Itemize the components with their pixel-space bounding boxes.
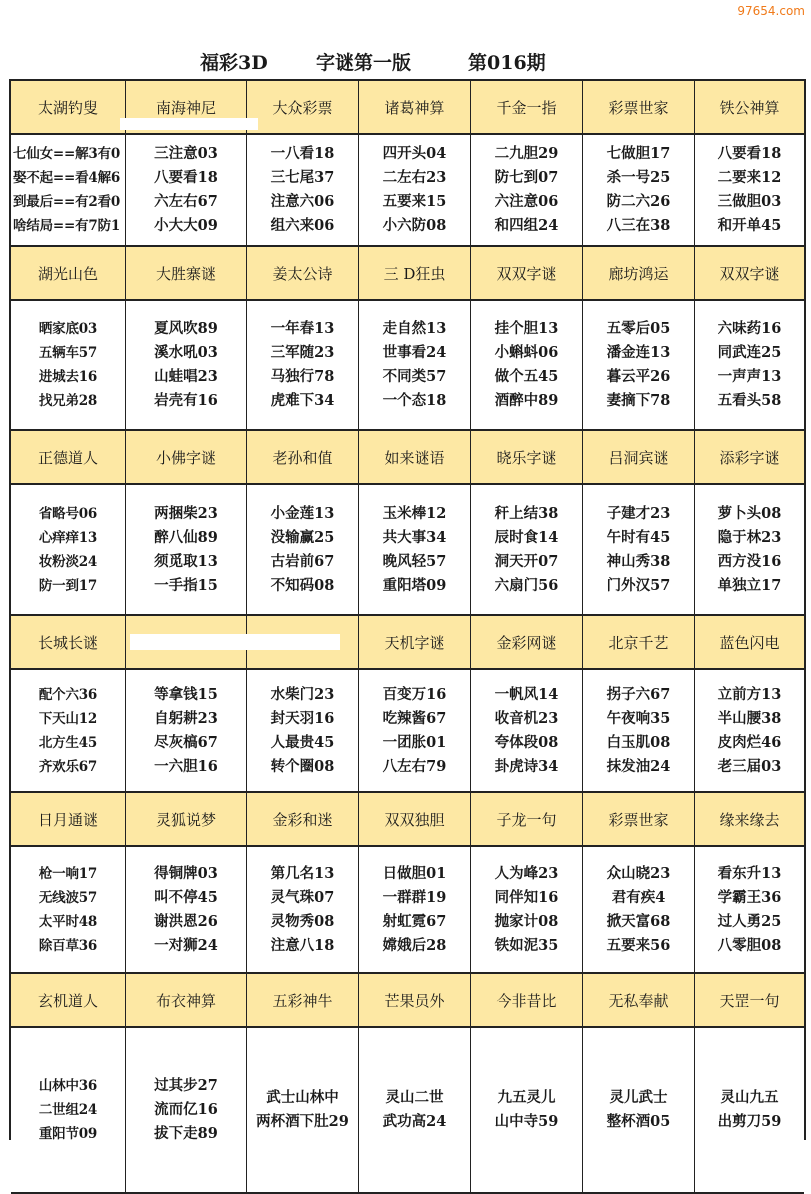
riddle-cell	[471, 301, 583, 429]
riddle-line: 山中寺59	[494, 1113, 559, 1130]
riddle-line: 一声声13	[717, 368, 782, 385]
riddle-line: 两杯酒下肚29	[256, 1113, 349, 1130]
riddle-line: 灵山二世	[385, 1089, 444, 1106]
page-title	[0, 48, 811, 76]
riddle-line: 日做胆01	[382, 864, 447, 882]
riddle-cell	[126, 670, 247, 791]
riddle-line: 学霸王36	[717, 888, 782, 906]
header-row	[11, 793, 804, 847]
header-row	[11, 247, 804, 301]
column-header: 大胜寨谜	[126, 247, 247, 299]
riddle-cell	[359, 847, 471, 972]
riddle-line: 没输赢25	[270, 528, 335, 546]
riddle-cell	[11, 135, 126, 245]
column-header: 蓝色闪电	[719, 633, 780, 652]
riddle-cell	[126, 1028, 247, 1192]
riddle-line: 溪水吼03	[154, 344, 218, 361]
riddle-cell	[359, 135, 471, 245]
riddle-line: 门外汉57	[606, 576, 671, 594]
riddle-line: 枪一响17	[38, 865, 98, 882]
column-header: 玄机道人	[11, 974, 126, 1026]
riddle-line: 夏风吹89	[154, 320, 218, 337]
riddle-line: 整杯酒05	[606, 1113, 671, 1130]
riddle-line: 武士山林中	[266, 1089, 339, 1106]
riddle-line: 组六来06	[270, 217, 335, 234]
riddle-line: 杀一号25	[606, 169, 671, 186]
riddle-line: 八零胆08	[717, 936, 782, 954]
riddle-line: 暮云平26	[606, 368, 671, 385]
riddle-line: 三做胆03	[717, 193, 782, 210]
riddle-cell	[247, 135, 359, 245]
riddle-line: 一六胆16	[154, 757, 218, 775]
riddle-line: 九五灵儿	[497, 1089, 556, 1106]
column-header: 正德道人	[11, 431, 126, 483]
riddle-line: 不知码08	[270, 576, 335, 594]
riddle-line: 过人勇25	[717, 912, 782, 930]
riddle-cell	[695, 485, 804, 614]
body-row	[11, 1028, 804, 1194]
riddle-line: 萝卜头08	[717, 504, 782, 522]
riddle-line: 叫不停45	[154, 888, 218, 906]
riddle-cell	[11, 1028, 126, 1192]
column-header: 金彩网谜	[471, 616, 583, 668]
column-header: 北京千艺	[583, 616, 695, 668]
column-header: 彩票世家	[583, 81, 695, 133]
title-issue: 第016期	[468, 52, 546, 74]
column-header: 日月通谜	[11, 793, 126, 845]
riddle-line: 五要来56	[606, 936, 671, 954]
riddle-line: 得铜牌03	[154, 864, 218, 882]
riddle-cell	[247, 847, 359, 972]
riddle-line: 卦虎诗34	[494, 757, 559, 775]
riddle-cell	[583, 1028, 695, 1192]
column-header: 三 D狂虫	[359, 247, 471, 299]
riddle-line: 三注意03	[154, 145, 218, 162]
riddle-line: 北方生45	[38, 734, 98, 751]
column-header: 天机字谜	[359, 616, 471, 668]
riddle-cell	[126, 135, 247, 245]
body-row	[11, 135, 804, 247]
riddle-line: 人最贵45	[270, 733, 335, 751]
riddle-line: 六味药16	[717, 320, 782, 337]
riddle-cell	[126, 301, 247, 429]
riddle-line: 流而亿16	[154, 1101, 218, 1118]
riddle-cell	[247, 670, 359, 791]
riddle-line: 三军随23	[270, 344, 335, 361]
riddle-line: 防七到07	[494, 169, 559, 186]
riddle-line: 六注意06	[494, 193, 559, 210]
riddle-line: 一手指15	[154, 576, 218, 594]
column-header: 今非昔比	[471, 974, 583, 1026]
column-header: 缘来缘去	[719, 810, 780, 829]
riddle-line: 太平时48	[38, 913, 98, 930]
riddle-line: 众山晓23	[606, 864, 671, 882]
riddle-line: 虎难下34	[270, 392, 335, 409]
column-header: 诸葛神算	[359, 81, 471, 133]
riddle-line: 等拿钱15	[154, 685, 218, 703]
riddle-line: 八要看18	[717, 145, 782, 162]
redaction-mask	[120, 118, 258, 130]
riddle-cell	[247, 1028, 359, 1192]
column-header: 湖光山色	[11, 247, 126, 299]
riddle-cell	[583, 847, 695, 972]
riddle-line: 老三届03	[717, 757, 782, 775]
riddle-line: 隐于林23	[717, 528, 782, 546]
riddle-line: 二左右23	[382, 169, 447, 186]
riddle-line: 娶不起==看4解6	[13, 170, 121, 186]
riddle-line: 夸体段08	[494, 733, 559, 751]
riddle-line: 共大事34	[382, 528, 447, 546]
riddle-line: 六左右67	[154, 193, 218, 210]
riddle-line: 三七尾37	[270, 169, 335, 186]
riddle-line: 吃辣酱67	[382, 709, 447, 727]
riddle-cell	[126, 847, 247, 972]
column-header: 芒果员外	[359, 974, 471, 1026]
riddle-line: 单独立17	[717, 576, 782, 594]
riddle-line: 晚风轻57	[382, 552, 447, 570]
riddle-line: 一年春13	[270, 320, 335, 337]
riddle-cell	[583, 301, 695, 429]
riddle-line: 不同类57	[382, 368, 447, 385]
column-header: 吕洞宾谜	[583, 431, 695, 483]
riddle-cell	[11, 485, 126, 614]
riddle-line: 和开单45	[717, 217, 782, 234]
body-row	[11, 301, 804, 431]
riddle-line: 出剪刀59	[717, 1113, 782, 1130]
riddle-line: 妆粉淡24	[38, 553, 98, 570]
column-header: 老孙和值	[247, 431, 359, 483]
riddle-line: 灵物秀08	[270, 912, 335, 930]
riddle-line: 射虹霓67	[382, 912, 447, 930]
riddle-line: 重阳塔09	[382, 576, 447, 594]
riddle-line: 防二六26	[606, 193, 671, 210]
riddle-line: 八要看18	[154, 169, 218, 186]
riddle-line: 岩壳有16	[154, 392, 218, 409]
riddle-line: 一群群19	[382, 888, 447, 906]
riddle-line: 灵气珠07	[270, 888, 335, 906]
riddle-line: 铁如泥35	[494, 936, 559, 954]
riddle-cell	[11, 847, 126, 972]
riddle-line: 二世组24	[38, 1102, 98, 1118]
riddle-line: 看东升13	[717, 864, 782, 882]
riddle-cell	[359, 301, 471, 429]
riddle-line: 马独行78	[270, 368, 335, 385]
riddle-line: 午夜响35	[606, 709, 671, 727]
column-header: 铁公神算	[719, 98, 780, 117]
column-header: 南海神尼	[126, 81, 247, 133]
riddle-line: 封天羽16	[270, 709, 335, 727]
column-header: 布衣神算	[126, 974, 247, 1026]
riddle-cell	[583, 485, 695, 614]
riddle-line: 西方没16	[717, 552, 782, 570]
column-header: 姜太公诗	[247, 247, 359, 299]
site-watermark: 97654.com	[737, 4, 805, 18]
riddle-line: 心痒痒13	[38, 529, 98, 546]
column-header: 双双字谜	[719, 264, 780, 283]
riddle-line: 七仙女==解3有0	[13, 146, 121, 162]
riddle-line: 六扇门56	[494, 576, 559, 594]
riddle-line: 辰时食14	[494, 528, 559, 546]
riddle-line: 五要来15	[382, 193, 447, 210]
column-header: 无私奉献	[583, 974, 695, 1026]
riddle-line: 收音机23	[494, 709, 559, 727]
riddle-cell	[11, 301, 126, 429]
riddle-line: 做个五45	[494, 368, 559, 385]
riddle-line: 八左右79	[382, 757, 447, 775]
riddle-line: 转个圈08	[270, 757, 335, 775]
riddle-line: 找兄弟28	[38, 393, 98, 409]
riddle-line: 防一到17	[38, 577, 98, 594]
riddle-line: 须觅取13	[154, 552, 218, 570]
riddle-line: 和四组24	[494, 217, 559, 234]
riddle-line: 八三在38	[606, 217, 671, 234]
riddle-line: 白玉肌08	[606, 733, 671, 751]
column-header: 双双独胆	[359, 793, 471, 845]
riddle-line: 拔下走89	[154, 1125, 218, 1142]
body-row	[11, 670, 804, 793]
riddle-line: 嫦娥后28	[382, 936, 447, 954]
riddle-line: 妻摘下78	[606, 392, 671, 409]
riddle-line: 第几名13	[270, 864, 335, 882]
riddle-cell	[471, 847, 583, 972]
riddle-cell	[11, 670, 126, 791]
riddle-line: 灵儿武士	[609, 1089, 668, 1106]
column-header: 晓乐字谜	[471, 431, 583, 483]
riddle-cell	[359, 1028, 471, 1192]
riddle-line: 到最后==有2看0	[13, 194, 121, 210]
riddle-cell	[471, 485, 583, 614]
header-row	[11, 431, 804, 485]
riddle-line: 注意六06	[270, 193, 335, 210]
riddle-line: 君有疾4	[611, 888, 666, 906]
riddle-line: 百变万16	[382, 685, 447, 703]
riddle-cell	[359, 485, 471, 614]
riddle-line: 小金莲13	[270, 504, 335, 522]
riddle-cell	[126, 485, 247, 614]
riddle-cell	[695, 670, 804, 791]
riddle-cell	[583, 135, 695, 245]
riddle-line: 潘金连13	[606, 344, 671, 361]
riddle-cell	[583, 670, 695, 791]
riddle-line: 二九胆29	[494, 145, 559, 162]
riddle-line: 半山腰38	[717, 709, 782, 727]
riddle-line: 秆上结38	[494, 504, 559, 522]
riddle-cell	[695, 135, 804, 245]
riddle-line: 世事看24	[382, 344, 447, 361]
column-header: 金彩和迷	[247, 793, 359, 845]
riddle-line: 挂个胆13	[494, 320, 559, 337]
column-header: 天罡一句	[719, 991, 780, 1010]
riddle-line: 五辆车57	[38, 345, 98, 361]
riddle-line: 两捆柴23	[154, 504, 218, 522]
column-header: 廊坊鸿运	[583, 247, 695, 299]
column-header: 太湖钓叟	[11, 81, 126, 133]
riddle-line: 酒醉中89	[494, 392, 559, 409]
riddle-line: 四开头04	[382, 145, 447, 162]
riddle-cell	[695, 301, 804, 429]
riddle-line: 配个六36	[38, 686, 98, 703]
riddle-line: 灵山九五	[720, 1089, 779, 1106]
header-row	[11, 974, 804, 1028]
riddle-line: 无线波57	[38, 889, 98, 906]
riddle-line: 二要来12	[717, 169, 782, 186]
riddle-cell	[247, 301, 359, 429]
riddle-cell	[471, 135, 583, 245]
riddle-line: 皮肉烂46	[717, 733, 782, 751]
column-header: 如来谜语	[359, 431, 471, 483]
riddle-line: 一团胀01	[382, 733, 447, 751]
riddle-line: 神山秀38	[606, 552, 671, 570]
column-header: 大众彩票	[247, 81, 359, 133]
riddle-line: 小六防08	[382, 217, 447, 234]
riddle-line: 下天山12	[38, 710, 98, 727]
riddle-line: 一八看18	[270, 145, 335, 162]
column-header: 子龙一句	[471, 793, 583, 845]
riddle-line: 七做胆17	[606, 145, 671, 162]
riddle-line: 立前方13	[717, 685, 782, 703]
riddle-cell	[359, 670, 471, 791]
riddle-line: 水柴门23	[270, 685, 335, 703]
column-header: 双双字谜	[471, 247, 583, 299]
title-brand: 福彩3D	[200, 52, 268, 74]
riddle-cell	[695, 847, 804, 972]
riddle-line: 小大大09	[154, 217, 218, 234]
riddle-line: 玉米棒12	[382, 504, 447, 522]
title-name: 字谜第一版	[316, 52, 412, 74]
riddle-line: 洞天开07	[494, 552, 559, 570]
riddle-line: 自躬耕23	[154, 709, 218, 727]
riddle-cell	[471, 1028, 583, 1192]
column-header: 长城长谜	[11, 616, 126, 668]
riddle-line: 掀天富68	[606, 912, 671, 930]
riddle-line: 古岩前67	[270, 552, 335, 570]
riddle-line: 除百草36	[38, 937, 98, 954]
riddle-table	[9, 79, 806, 1140]
riddle-line: 谢洪恩26	[154, 912, 218, 930]
redaction-mask	[130, 634, 340, 650]
riddle-line: 同武连25	[717, 344, 782, 361]
riddle-line: 山林中36	[38, 1078, 98, 1094]
riddle-line: 山蛙唱23	[154, 368, 218, 385]
riddle-line: 拐子六67	[606, 685, 671, 703]
riddle-line: 五零后05	[606, 320, 671, 337]
riddle-line: 尽灰槁67	[154, 733, 218, 751]
riddle-line: 醉八仙89	[154, 528, 218, 546]
riddle-line: 午时有45	[606, 528, 671, 546]
column-header: 灵狐说梦	[126, 793, 247, 845]
riddle-line: 抛家计08	[494, 912, 559, 930]
riddle-line: 注意八18	[270, 936, 335, 954]
riddle-line: 进城去16	[38, 369, 98, 385]
riddle-line: 人为峰23	[494, 864, 559, 882]
column-header: 五彩神牛	[247, 974, 359, 1026]
riddle-line: 晒家底03	[38, 321, 98, 337]
riddle-line: 啥结局==有7防1	[13, 218, 121, 234]
riddle-cell	[471, 670, 583, 791]
riddle-cell	[695, 1028, 804, 1192]
riddle-line: 齐欢乐67	[38, 758, 98, 775]
body-row	[11, 485, 804, 616]
riddle-line: 省略号06	[38, 505, 98, 522]
riddle-line: 过其步27	[154, 1077, 218, 1094]
riddle-line: 子建才23	[606, 504, 671, 522]
riddle-line: 同伴知16	[494, 888, 559, 906]
riddle-line: 一帆风14	[494, 685, 559, 703]
riddle-line: 一个态18	[382, 392, 447, 409]
riddle-line: 走自然13	[382, 320, 447, 337]
riddle-line: 重阳节09	[38, 1126, 98, 1142]
column-header: 千金一指	[471, 81, 583, 133]
riddle-line: 一对狮24	[154, 936, 218, 954]
riddle-line: 武功高24	[382, 1113, 447, 1130]
riddle-cell	[247, 485, 359, 614]
column-header: 彩票世家	[583, 793, 695, 845]
riddle-line: 五看头58	[717, 392, 782, 409]
column-header: 小佛字谜	[126, 431, 247, 483]
riddle-line: 小蝌蚪06	[494, 344, 559, 361]
column-header: 添彩字谜	[719, 448, 780, 467]
riddle-line: 抹发油24	[606, 757, 671, 775]
body-row	[11, 847, 804, 974]
